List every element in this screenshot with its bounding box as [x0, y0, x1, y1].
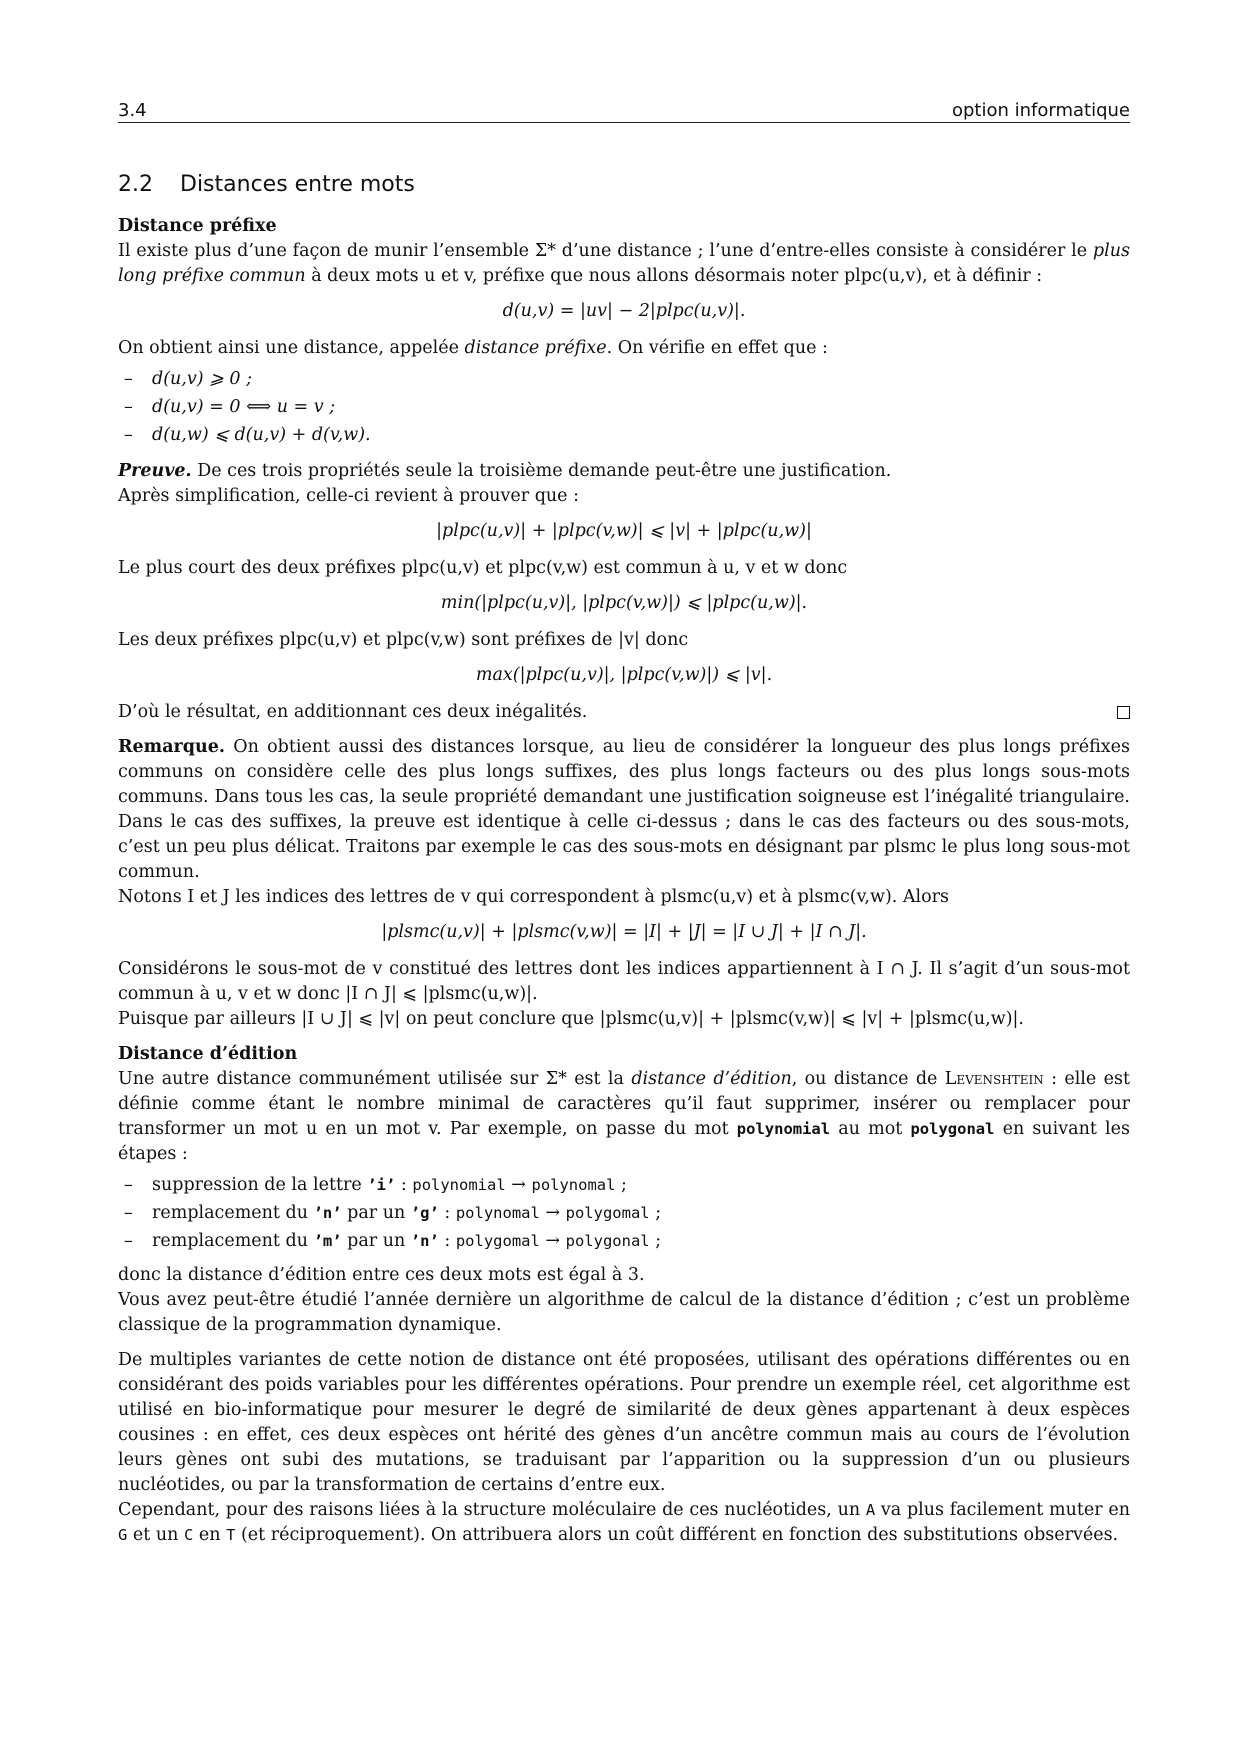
- content: [118, 170, 1130, 1548]
- edit-steps: [118, 1171, 1130, 1255]
- proof-line3: Le plus court des deux préfixes plpc(u,v) et plpc(v,w) est commun à u, v et w donc: [118, 558, 848, 578]
- running-header: [118, 96, 1130, 123]
- prefix-intro: Il existe plus d’une façon de munir l’ensemble Σ* d’une distance ; l’une d’entre-elles consiste à considérer le plus long préfixe commun à deux mots u et v, préfixe que nous allons désormais noter plpc(u,v), et à définir :: [118, 241, 1130, 286]
- edit-variants: De multiples variantes de cette notion de distance ont été proposées, utilisant des opérations différentes ou en considérant des poids variables pour les différentes opérations. Pour prendre un exemple réel, cet algorithme est utilisé en bio-informatique pour mesurer le degré de similarité de deux gènes appartenant à deux espèces cousines : en effet, ces deux espèces ont hérité des gènes d’un ancêtre commun mais au cours de l’évolution leurs gènes ont subi des mutations, se traduisant par l’apparition ou la suppression d’un ou plusieurs nucléotides, ou par la transformation de certains d’entre eux.: [118, 1350, 1130, 1495]
- edit-dynamic: Vous avez peut-être étudié l’année dernière un algorithme de calcul de la distance d’édition ; c’est un problème classique de la programmation dynamique.: [118, 1290, 1130, 1335]
- remark-text1: Remarque. On obtient aussi des distances lorsque, au lieu de considérer la longueur des plus longs préfixes communs on considère celle des plus longs suffixes, des plus longs facteurs ou des plus longs sous-mots communs. Dans tous les cas, la seule propriété demandant une justification soigneuse est l’inégalité triangulaire. Dans le cas des suffixes, la preuve est identique à celle ci-dessus ; dans le cas des facteurs ou des sous-mots, c’est un peu plus délicat. Traitons par exemple le cas des sous-mots en désignant par plsmc le plus long sous-mot commun.: [118, 737, 1130, 882]
- qed-icon: [1117, 706, 1130, 719]
- course-title: option informatique: [951, 100, 1130, 121]
- prefix-obtain: On obtient ainsi une distance, appelée distance préfixe. On vérifie en effet que :: [118, 338, 828, 358]
- proof-formula3: max(|plpc(u,v)|, |plpc(v,w)|) ⩽ |v|.: [475, 665, 773, 685]
- edit-heading: Distance d’édition: [118, 1044, 298, 1064]
- proof-line4: Les deux préfixes plpc(u,v) et plpc(v,w) sont préfixes de |v| donc: [118, 630, 689, 650]
- property-list: [118, 365, 1130, 449]
- remark-formula: |plsmc(u,v)| + |plsmc(v,w)| = |I| + |J| = |I ∪ J| + |I ∩ J|.: [381, 922, 867, 942]
- list-item: – d(u,v) = 0 ⟺ u = v ;: [152, 393, 1130, 421]
- edit-intro: Une autre distance communément utilisée sur Σ* est la distance d’édition, ou distance de Levenshtein : elle est définie comme étant le nombre minimal de caractères qu’il faut supprimer, insérer ou remplacer pour transformer un mot u en un mot v. Par exemple, on passe du mot polynomial au mot polygonal en suivant les étapes :: [118, 1069, 1130, 1164]
- proof-label: Preuve.: [118, 461, 192, 481]
- list-item: – remplacement du ’n’ par un ’g’ : polynomal → polygomal ;: [152, 1199, 1130, 1227]
- remark-text4: Puisque par ailleurs |I ∪ J| ⩽ |v| on peut conclure que |plsmc(u,v)| + |plsmc(v,w)| ⩽ |v| + |plsmc(u,w)|.: [118, 1009, 1024, 1029]
- prefix-heading: Distance préfixe: [118, 216, 277, 236]
- proof-line1: Preuve. De ces trois propriétés seule la troisième demande peut-être une justification.: [118, 461, 892, 481]
- list-item: – suppression de la lettre ’i’ : polynomial → polynomal ;: [152, 1171, 1130, 1199]
- section-heading-number: 2.2: [118, 172, 153, 197]
- remark-label: Remarque.: [118, 737, 225, 757]
- remark-text2: Notons I et J les indices des lettres de v qui correspondent à plsmc(u,v) et à plsmc(v,w). Alors: [118, 887, 950, 907]
- edit-nucleotides: Cependant, pour des raisons liées à la structure moléculaire de ces nucléotides, un A va plus facilement muter en G et un C en T (et réciproquement). On attribuera alors un coût différent en fonction des substitutions observées.: [118, 1500, 1130, 1545]
- prefix-intro-em: plus long préfixe commun: [118, 241, 1130, 286]
- remark-text3: Considérons le sous-mot de v constitué des lettres dont les indices appartiennent à I ∩ J. Il s’agit d’un sous-mot commun à u, v et w donc |I ∩ J| ⩽ |plsmc(u,w)|.: [118, 959, 1130, 1004]
- section-heading-title: Distances entre mots: [180, 172, 415, 197]
- section-heading: [118, 170, 1130, 200]
- proof-line5: D’où le résultat, en additionnant ces deux inégalités.: [118, 700, 1130, 725]
- proof-formula1: |plpc(u,v)| + |plpc(v,w)| ⩽ |v| + |plpc(u,w)|: [436, 521, 812, 541]
- list-item: – d(u,w) ⩽ d(u,v) + d(v,w).: [152, 421, 1130, 449]
- list-item: – remplacement du ’m’ par un ’n’ : polygomal → polygonal ;: [152, 1227, 1130, 1255]
- levenshtein-name: Levenshtein: [944, 1069, 1044, 1089]
- proof-line2: Après simplification, celle-ci revient à prouver que :: [118, 486, 579, 506]
- section-number: 3.4: [118, 100, 147, 121]
- prefix-formula: d(u,v) = |uv| − 2|plpc(u,v)|.: [502, 301, 746, 321]
- list-item: – d(u,v) ⩾ 0 ;: [152, 365, 1130, 393]
- proof-formula2: min(|plpc(u,v)|, |plpc(v,w)|) ⩽ |plpc(u,w)|.: [440, 593, 808, 613]
- edit-conclusion: donc la distance d’édition entre ces deux mots est égal à 3.: [118, 1265, 645, 1285]
